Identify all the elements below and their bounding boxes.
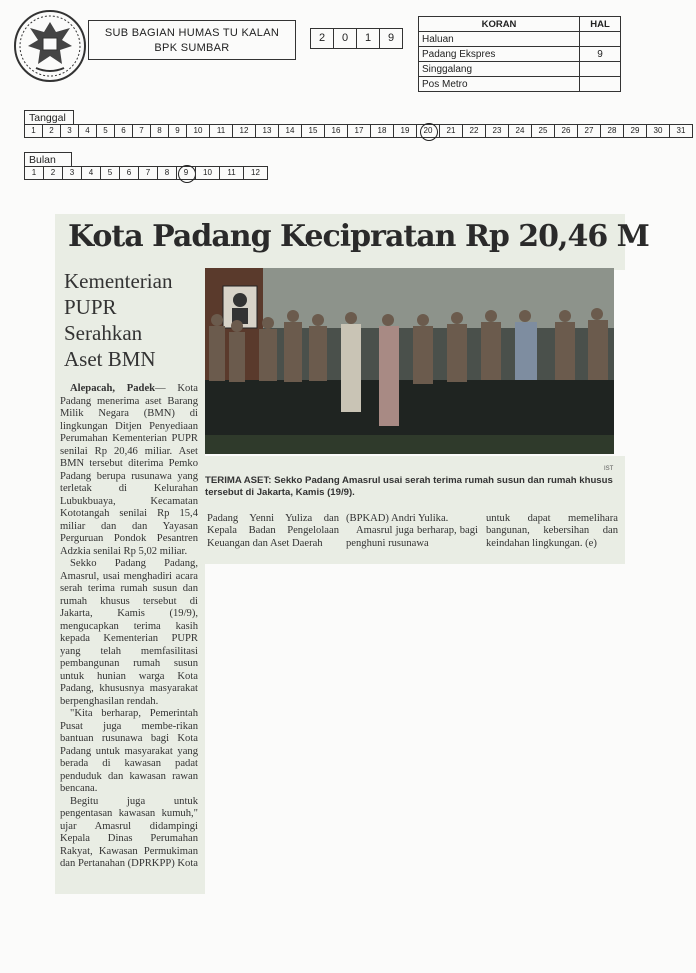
paragraph: Amasrul juga berharap, bagi penghuni rusunawa [346,525,478,549]
tanggal-box: 21 [439,124,463,138]
tanggal-box: 5 [96,124,115,138]
year-digit: 1 [356,28,380,49]
bulan-box: 10 [195,166,220,180]
tanggal-box: 18 [370,124,394,138]
subheadline-line: Aset BMN [64,347,156,371]
paragraph: Begitu juga untuk pengentasan kawasan kumuh," ujar Amasrul didampingi Kepala Dinas Perumahan Rakyat, Kawasan Permukiman dan Pertanahan (DPRKPP) Kota [60,795,198,869]
tanggal-box: 11 [209,124,233,138]
tanggal-box: 6 [114,124,133,138]
tanggal-box: 26 [554,124,578,138]
newspaper-page [580,62,621,77]
paragraph: "Kita berharap, Pemerintah Pusat juga membe-rikan bantuan rusunawa bagi Kota Padang untuk masyarakat yang berada di kawasan padat penduduk dan kawasan rawan bencana. [60,708,198,794]
tanggal-row [24,124,692,138]
tanggal-box: 24 [508,124,532,138]
article-subheadline [64,268,204,372]
year-digit: 9 [379,28,403,49]
subheadline-line: Serahkan [64,321,143,345]
bulan-box: 2 [43,166,63,180]
tanggal-box: 3 [60,124,79,138]
tanggal-box: 22 [462,124,486,138]
paragraph: Sekko Padang Padang, Amasrul, usai menghadiri acara serah terima rumah susun dan rumah khusus tersebut di Jakarta, Kamis (19/9), mengucapkan terima kasih kepada Kementerian PUPR yang telah memfasilitasi pembangunan rumah susun untuk hunian warga Kota Padang, khususnya masyarakat berpenghasilan rendah. [60,558,198,707]
unit-label-box [88,20,296,60]
bulan-box: 5 [100,166,120,180]
photo-caption: TERIMA ASET: Sekko Padang Amasrul usai serah terima rumah susun dan rumah khusus tersebut di Jakarta, Kamis (19/9). [205,475,613,498]
bulan-box: 3 [62,166,82,180]
newspaper-name: Singgalang [419,62,580,77]
article-photo [205,268,614,454]
tanggal-box: 15 [301,124,325,138]
bulan-box: 9 [176,166,196,180]
bulan-box: 7 [138,166,158,180]
bulan-box: 11 [219,166,244,180]
tanggal-box: 12 [232,124,256,138]
subheadline-line: Kementerian [64,269,173,293]
tanggal-box: 17 [347,124,371,138]
tanggal-box: 30 [646,124,670,138]
subheadline-line: PUPR [64,295,117,319]
bulan-box: 12 [243,166,268,180]
tanggal-box: 20 [416,124,440,138]
newspaper-page [580,32,621,47]
bulan-box: 4 [81,166,101,180]
bulan-label: Bulan [24,152,72,166]
newspaper-page [580,77,621,92]
newspaper-table [418,16,621,92]
tanggal-box: 16 [324,124,348,138]
newspaper-name: Pos Metro [419,77,580,92]
tanggal-box: 9 [168,124,187,138]
year-digit: 2 [310,28,334,49]
paragraph: untuk dapat memelihara bangunan, kebersihan dan keindahan lingkungan. (e) [486,513,618,549]
bulan-box: 8 [157,166,177,180]
tanggal-box: 7 [132,124,151,138]
bulan-row [24,166,267,180]
photo-credit: IST [604,466,614,472]
hal-header: HAL [580,17,621,32]
unit-line-2: BPK SUMBAR [154,42,230,54]
tanggal-box: 23 [485,124,509,138]
paragraph: (BPKAD) Andri Yulika. [346,513,449,524]
paragraph: — Kota Padang menerima aset Barang Milik Negara (BMN) di lingkungan Ditjen Penyediaan Perumahan Kementerian PUPR senilai Rp 20,46 miliar. Aset BMN tersebut diterima Pemko Padang berupa rusunawa yang terletak di Kelurahan Lubukbuaya, Kecamatan Kototangah senilai Rp 15,4 miliar dan dan Yayasan Perguruan Pondok Pesantren Adzkia senilai Rp 5,02 miliar. [60,383,198,557]
article-column-1 [60,383,198,871]
article-column-4 [486,513,618,550]
garuda-emblem-icon [12,8,88,84]
newspaper-page: 9 [580,47,621,62]
tanggal-box: 27 [577,124,601,138]
tanggal-box: 1 [24,124,43,138]
unit-line-1: SUB BAGIAN HUMAS TU KALAN [104,27,280,39]
tanggal-box: 13 [255,124,279,138]
article-column-2 [207,513,339,550]
tanggal-box: 25 [531,124,555,138]
tanggal-label: Tanggal [24,110,74,124]
article-headline: Kota Padang Kecipratan Rp 20,46 M [68,219,649,254]
newspaper-name: Padang Ekspres [419,47,580,62]
koran-header: KORAN [419,17,580,32]
bulan-box: 6 [119,166,139,180]
dateline: Alepacah, Padek [70,383,156,394]
paragraph: Padang Yenni Yuliza dan Kepala Badan Pengelolaan Keuangan dan Aset Daerah [207,513,339,549]
tanggal-box: 2 [42,124,61,138]
tanggal-box: 4 [78,124,97,138]
article-column-3 [346,513,478,550]
year-boxes [310,28,402,49]
tanggal-box: 10 [186,124,210,138]
tanggal-box: 29 [623,124,647,138]
tanggal-box: 19 [393,124,417,138]
newspaper-name: Haluan [419,32,580,47]
year-digit: 0 [333,28,357,49]
bulan-box: 1 [24,166,44,180]
tanggal-box: 31 [669,124,693,138]
tanggal-box: 8 [150,124,169,138]
tanggal-box: 28 [600,124,624,138]
tanggal-box: 14 [278,124,302,138]
